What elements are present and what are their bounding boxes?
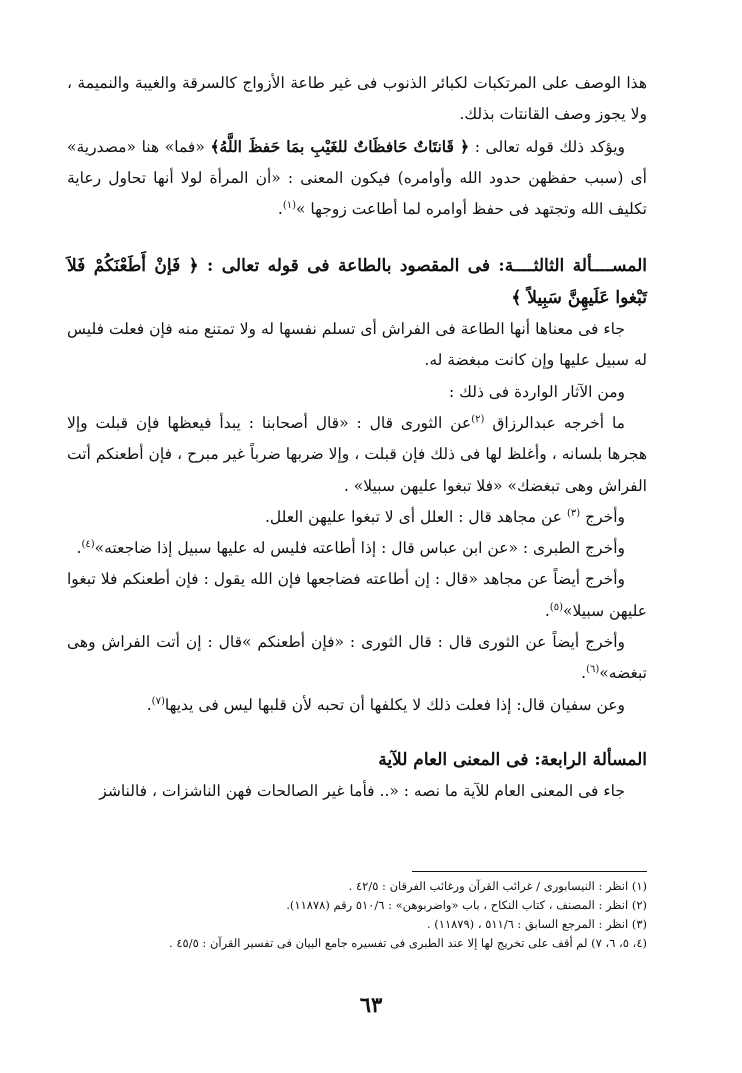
paragraph-2-intro: ويؤكد ذلك قوله تعالى : — [469, 137, 626, 156]
paragraph-2-text: «فما» هنا «مصدرية» أى (سبب حفظهن حدود الله وأوامره) فيكون المعنى : «أن المرأة لولا أنها تحاول رعاية تكليف الله وتجتهد فى حفظ أوامره لما أطاعت زوجها » — [67, 137, 647, 219]
paragraph-5-intro: ما أخرجه عبدالرزاق — [484, 413, 625, 432]
paragraph-4 — [67, 377, 647, 408]
footnote-ref-5: (٥) — [549, 601, 563, 613]
footnotes — [67, 877, 647, 953]
footnote-ref-7: (٧) — [151, 695, 165, 707]
paragraph-9 — [67, 627, 647, 690]
paragraph-7-end: . — [76, 539, 82, 558]
section-3-heading — [67, 251, 647, 314]
paragraph-3-text: جاء فى معناها أنها الطاعة فى الفراش أى تسلم نفسها له ولا تمتنع منه فإن فعلت فليس له سبيل عليها وإن كانت مبغضة له. — [67, 320, 647, 370]
paragraph-6-text: عن مجاهد قال : العلل أى لا تبغوا عليهن العلل. — [264, 507, 567, 526]
paragraph-5 — [67, 408, 647, 502]
footnote-divider — [412, 871, 647, 872]
paragraph-4-text: ومن الآثار الواردة فى ذلك : — [449, 382, 625, 401]
paragraph-7 — [67, 533, 647, 564]
paragraph-10 — [67, 690, 647, 721]
paragraph-1-text: هذا الوصف على المرتكبات لكبائر الذنوب فى غير طاعة الأزواج كالسرقة والغيبة والنميمة ، ولا يجوز وصف القانتات بذلك. — [67, 74, 647, 124]
paragraph-7-text: وأخرج الطبرى : «عن ابن عباس قال : إذا أطاعته فليس له عليها سبيل إذا ضاجعته» — [94, 539, 625, 558]
section-3-verse: ﴿ فَإنْ أَطَعْنَكُمْ فَلاَ تَبْغوا عَلَيهِنَّ سَبِيلاً ﴾ — [67, 256, 647, 308]
footnote-1: (١) انظر : النيسابورى / غرائب القرآن ورغائب الفرقان : ٤٢/٥ . — [348, 879, 647, 893]
paragraph-1 — [67, 68, 647, 131]
footnote-3: (٣) انظر : المرجع السابق : ٥١١/٦ ، (١١٨٧٩) . — [426, 917, 647, 931]
section-4-heading: المسألة الرابعة: فى المعنى العام للآية — [378, 749, 647, 770]
footnote-4: (٤، ٥، ٦، ٧) لم أقف على تخريج لها إلا عند الطبرى فى تفسيره جامع البيان فى تفسير القرآن : ٤٥/٥ . — [169, 936, 647, 950]
footnote-ref-6: (٦) — [586, 664, 600, 676]
paragraph-3 — [67, 314, 647, 377]
footnote-ref-3: (٣) — [566, 507, 581, 519]
page-number: ٦٣ — [359, 992, 383, 1017]
paragraph-8 — [67, 564, 647, 627]
paragraph-9-end: . — [581, 664, 587, 683]
paragraph-5-text: عن الثورى قال : «قال أصحابنا : يبدأ فيعظها فإن قبلت وإلا هجرها بلسانه ، وأغلظ لها فى ذلك فإن قبلت ، وإلا ضربها ضرباً غير مبرح ، فإن أطعنكم أتت الفراش وهى تبغضك» «فلا تبغوا عليهن سبيلا» . — [67, 413, 647, 495]
paragraph-8-end: . — [544, 601, 550, 620]
quran-verse: ﴿ قَانتَاتٌ حَافظَاتٌ للغَيْبِ بمَا حَفظَ اللَّهُ﴾ — [210, 136, 470, 156]
section-3-heading-label: المســــألة الثالثــــة: فى المقصود بالطاعة فى قوله تعالى : — [198, 256, 647, 277]
footnote-ref-1: (١) — [282, 200, 297, 212]
paragraph-6-intro: وأخرج — [580, 507, 625, 526]
paragraph-10-end: . — [146, 695, 152, 714]
footnote-ref-4: (٤) — [81, 539, 95, 550]
paragraph-10-text: وعن سفيان قال: إذا فعلت ذلك لا يكلفها أن تحبه لأن قلبها ليس فى يديها — [164, 695, 625, 714]
paragraph-9-text: وأخرج أيضاً عن الثورى قال : قال الثورى : «فإن أطعنكم »قال : إن أتت الفراش وهى تبغضه» — [67, 633, 647, 683]
paragraph-11 — [67, 776, 647, 807]
footnote-2: (٢) انظر : المصنف ، كتاب النكاح ، باب «واضربوهن» : ٥١٠/٦ رقم (١١٨٧٨). — [286, 898, 647, 912]
paragraph-2 — [67, 131, 647, 226]
paragraph-6 — [67, 502, 647, 533]
paragraph-8-text: وأخرج أيضاً عن مجاهد «قال : إن أطاعته فضاجعها فإن الله يقول : فإن أطعنكم فلا تبغوا عليهن سبيلا» — [67, 570, 647, 620]
paragraph-11-text: جاء فى المعنى العام للآية ما نصه : «.. فأما غير الصالحات فهن الناشزات ، فالناشز — [99, 782, 625, 801]
footnote-ref-2: (٢) — [471, 413, 485, 425]
paragraph-2-end: . — [277, 200, 283, 219]
body-text — [67, 68, 647, 808]
